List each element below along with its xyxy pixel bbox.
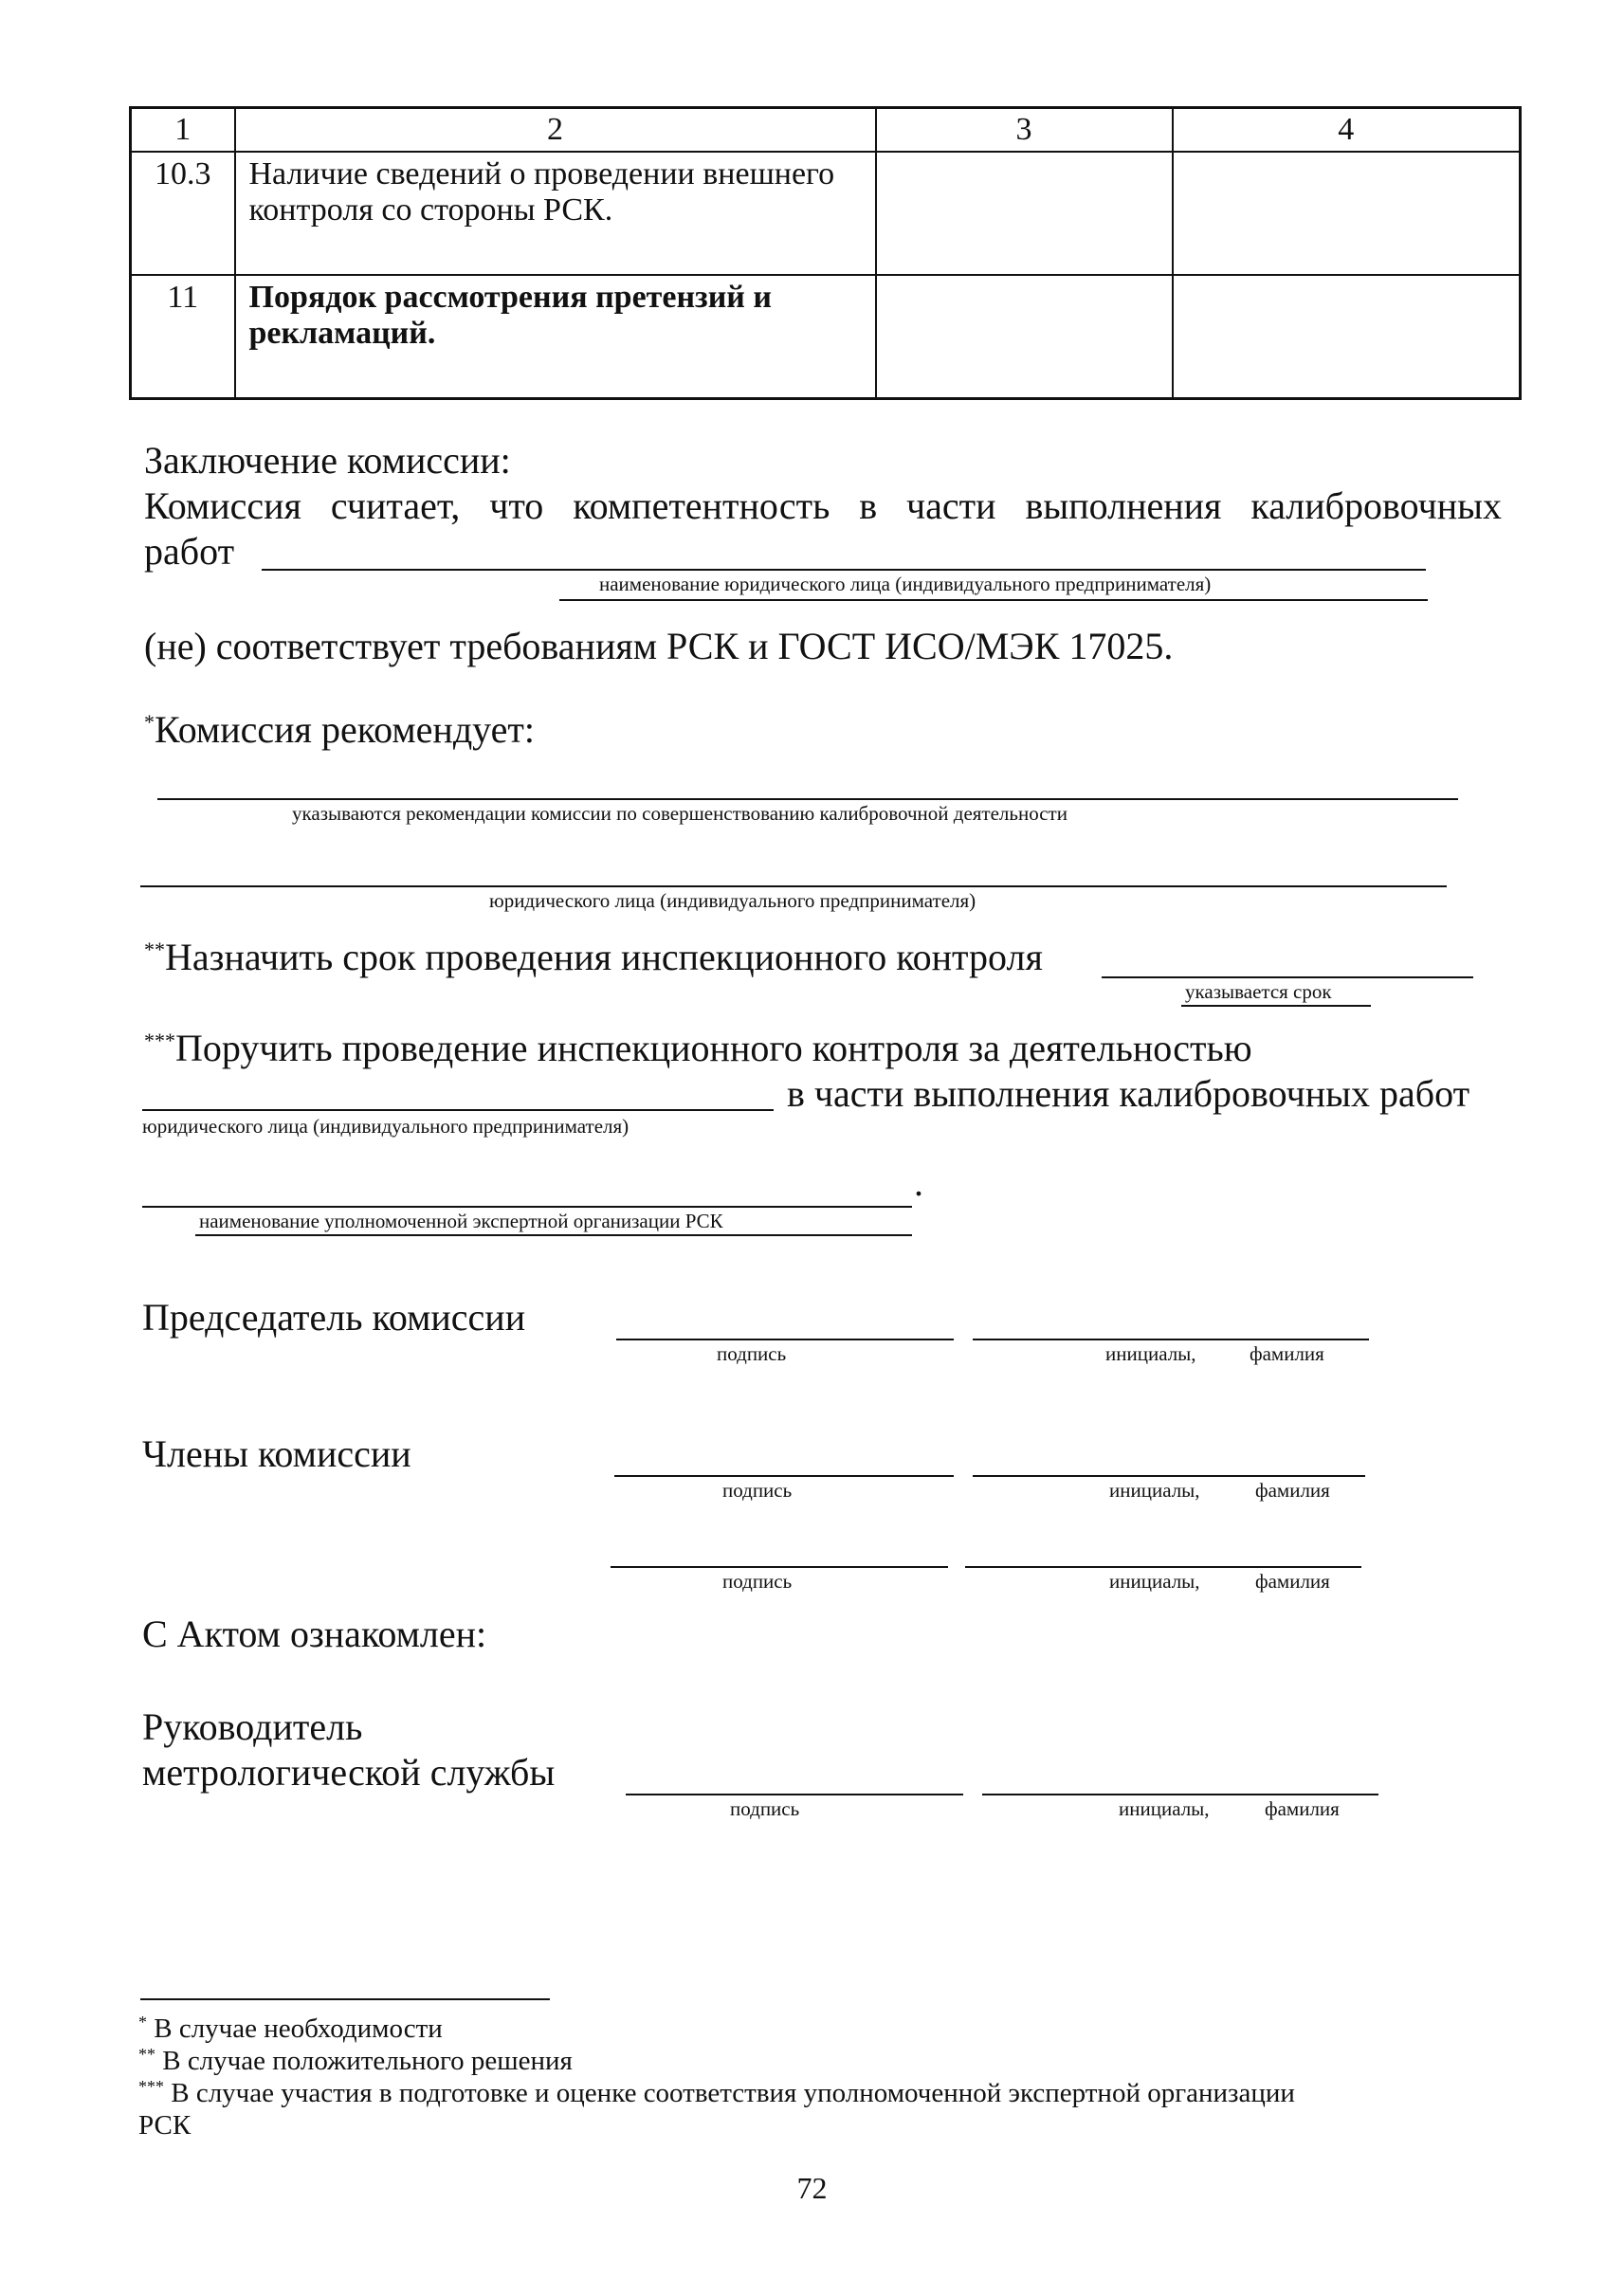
member1-signature-line [614, 1475, 954, 1477]
conclusion-line: Комиссия считает, что компетентность в части выполнения калибровочных [144, 484, 1502, 527]
inspection-term-label: Назначить срок проведения инспекционного контроля [165, 936, 1043, 978]
surname-caption: фамилия [1255, 1479, 1330, 1502]
signature-caption: подпись [717, 1342, 787, 1365]
member2-signature-line [611, 1566, 948, 1568]
footnote-3 [138, 2078, 1295, 2109]
table-row [131, 275, 1521, 399]
entity-caption-underline [559, 599, 1428, 601]
head-name-line [982, 1794, 1378, 1795]
row-text: Наличие сведений о проведении внешнего контроля со стороны РСК. [235, 152, 876, 275]
head-label-line2: метрологической службы [142, 1751, 556, 1794]
footnote-1 [138, 2014, 443, 2045]
footnote-text: РСК [138, 2110, 192, 2141]
term-line [1102, 976, 1473, 978]
recommend-line-2 [140, 885, 1447, 887]
signature-caption: подпись [730, 1797, 800, 1820]
row-number: 11 [131, 275, 235, 399]
footnote-text: В случае участия в подготовке и оценке соответствия уполномоченной экспертной организации [171, 2078, 1295, 2108]
recommend-caption: указываются рекомендации комиссии по совершенствованию калибровочной деятельности [292, 802, 1067, 825]
criteria-table [129, 106, 1522, 400]
surname-caption: фамилия [1255, 1570, 1330, 1593]
footnote-marker: ** [138, 2045, 155, 2064]
inspection-assign-text [144, 1026, 1445, 1071]
assign-entity-line [142, 1109, 774, 1111]
entity-name-caption: наименование юридического лица (индивидуального предпринимателя) [599, 573, 1212, 595]
footnote-text: В случае необходимости [154, 2014, 443, 2044]
term-caption: указывается срок [1185, 980, 1332, 1003]
recommend-heading [144, 707, 535, 753]
term-caption-underline [1181, 1005, 1371, 1007]
org-dot: . [914, 1161, 923, 1204]
row-cell-col4 [1173, 275, 1521, 399]
entity-caption: юридического лица (индивидуального предпринимателя) [489, 889, 976, 912]
surname-caption: фамилия [1265, 1797, 1340, 1820]
footnote-4 [138, 2110, 191, 2141]
footnote-2 [138, 2046, 573, 2077]
footnote-marker: *** [144, 1029, 175, 1052]
footnote-marker: *** [138, 2077, 164, 2096]
chairman-name-line [973, 1339, 1369, 1340]
recommend-heading-text: Комиссия рекомендует: [155, 708, 535, 751]
works-label: работ [144, 530, 235, 573]
initials-caption: инициалы, [1109, 1570, 1200, 1593]
inspection-assign-text-2: в части выполнения калибровочных работ [787, 1072, 1470, 1115]
table-header-cell: 4 [1173, 108, 1521, 153]
footnote-marker: * [138, 2013, 147, 2032]
org-name-caption: наименование уполномоченной экспертной организации РСК [199, 1210, 723, 1232]
head-label-line1: Руководитель [142, 1705, 363, 1748]
member2-name-line [965, 1566, 1361, 1568]
signature-caption: подпись [722, 1479, 793, 1502]
initials-caption: инициалы, [1105, 1342, 1196, 1365]
table-row [131, 152, 1521, 275]
recommend-line-1 [157, 798, 1458, 800]
members-label: Члены комиссии [142, 1432, 411, 1475]
table-header-row [131, 108, 1521, 153]
row-number: 10.3 [131, 152, 235, 275]
conclusion-heading: Заключение комиссии: [144, 439, 511, 482]
compliance-text: (не) соответствует требованиям РСК и ГОСТ ИСО/МЭК 17025. [144, 625, 1174, 667]
table-header-cell: 2 [235, 108, 876, 153]
inspection-assign-label: Поручить проведение инспекционного контроля за деятельностью [175, 1027, 1252, 1069]
head-signature-line [626, 1794, 963, 1795]
chairman-label: Председатель комиссии [142, 1296, 526, 1339]
assign-entity-caption: юридического лица (индивидуального предпринимателя) [142, 1115, 630, 1138]
inspection-term-text [144, 935, 1043, 980]
footnote-text: В случае положительного решения [162, 2046, 573, 2076]
org-caption-underline [195, 1234, 912, 1236]
footnote-separator [140, 1998, 550, 2000]
page-number: 72 [796, 2171, 828, 2205]
signature-caption: подпись [722, 1570, 793, 1593]
surname-caption: фамилия [1250, 1342, 1324, 1365]
row-cell-col3 [876, 275, 1173, 399]
row-cell-col4 [1173, 152, 1521, 275]
acquainted-label: С Актом ознакомлен: [142, 1613, 487, 1655]
entity-name-line [262, 569, 1426, 571]
footnote-marker: ** [144, 938, 165, 961]
org-name-line [142, 1206, 912, 1208]
member1-name-line [973, 1475, 1365, 1477]
initials-caption: инициалы, [1109, 1479, 1200, 1502]
table-header-cell: 3 [876, 108, 1173, 153]
row-cell-col3 [876, 152, 1173, 275]
initials-caption: инициалы, [1119, 1797, 1210, 1820]
chairman-signature-line [616, 1339, 954, 1340]
row-text: Порядок рассмотрения претензий и рекламаций. [235, 275, 876, 399]
footnote-marker: * [144, 710, 155, 734]
table-header-cell: 1 [131, 108, 235, 153]
